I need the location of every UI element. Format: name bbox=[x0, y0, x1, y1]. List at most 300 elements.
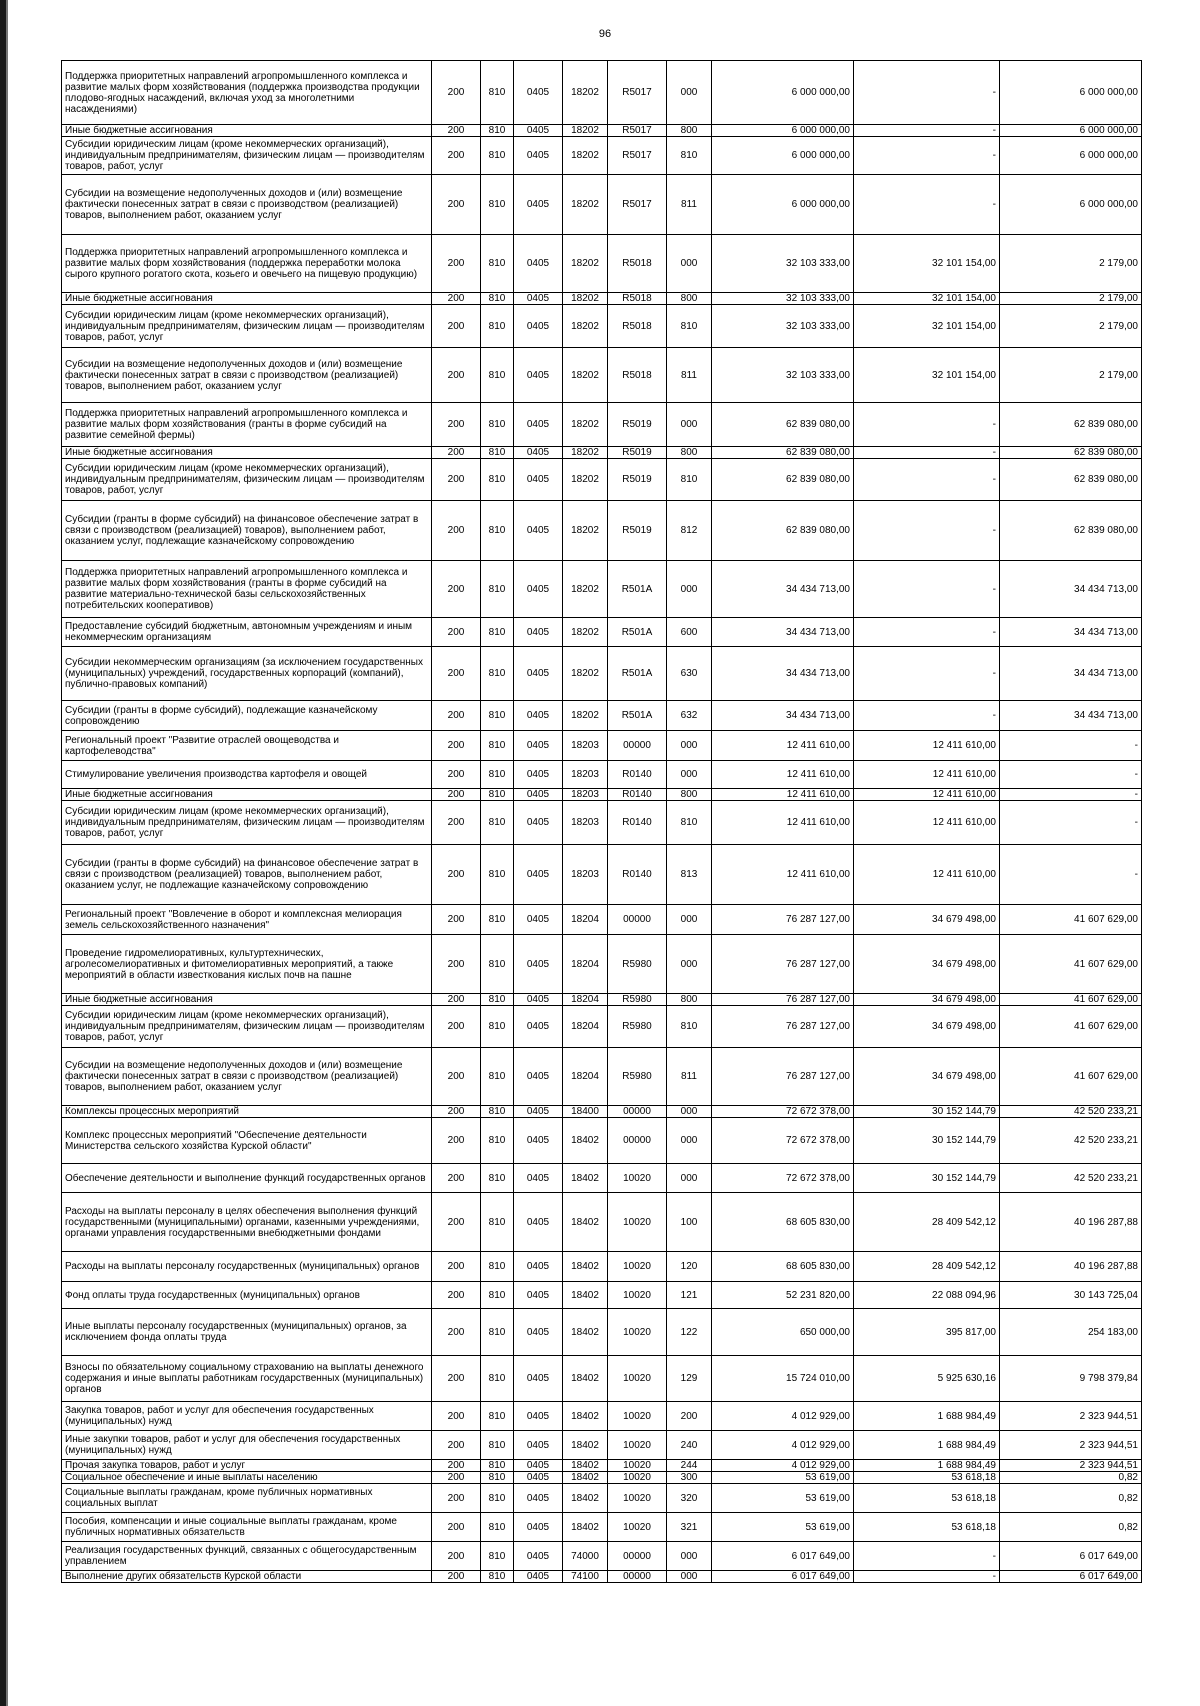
code-expense-type: 810 bbox=[667, 459, 712, 501]
code-section: 810 bbox=[481, 1006, 514, 1048]
code-subsection: 0405 bbox=[514, 789, 563, 801]
value-3: 62 839 080,00 bbox=[1000, 447, 1142, 459]
code-section: 810 bbox=[481, 403, 514, 447]
code-program: 74100 bbox=[563, 1571, 608, 1583]
code-program: 18202 bbox=[563, 701, 608, 731]
code-ministry: 200 bbox=[432, 1193, 481, 1252]
row-name: Субсидии (гранты в форме субсидий) на финансовое обеспечение затрат в связи с производством (реализацией) товаров), выполнением работ, оказанием услуг, подлежащие казначейскому сопровождению bbox=[62, 501, 432, 561]
code-section: 810 bbox=[481, 1513, 514, 1542]
value-3: 254 183,00 bbox=[1000, 1309, 1142, 1356]
value-2: 34 679 498,00 bbox=[854, 935, 1000, 994]
value-3: 6 000 000,00 bbox=[1000, 175, 1142, 235]
code-ministry: 200 bbox=[432, 1513, 481, 1542]
code-direction: R5017 bbox=[608, 125, 667, 137]
code-ministry: 200 bbox=[432, 905, 481, 935]
table-row bbox=[62, 935, 1142, 994]
code-direction: 10020 bbox=[608, 1282, 667, 1309]
value-3: 9 798 379,84 bbox=[1000, 1356, 1142, 1402]
code-ministry: 200 bbox=[432, 459, 481, 501]
value-1: 6 017 649,00 bbox=[712, 1571, 854, 1583]
code-section: 810 bbox=[481, 1309, 514, 1356]
value-1: 12 411 610,00 bbox=[712, 801, 854, 845]
row-name: Прочая закупка товаров, работ и услуг bbox=[62, 1460, 432, 1472]
row-name: Субсидии на возмещение недополученных доходов и (или) возмещение фактически понесенных затрат в связи с производством (реализацией) товаров, выполнением работ, оказанием услуг bbox=[62, 175, 432, 235]
code-subsection: 0405 bbox=[514, 403, 563, 447]
code-subsection: 0405 bbox=[514, 1309, 563, 1356]
table-row bbox=[62, 1164, 1142, 1193]
code-ministry: 200 bbox=[432, 561, 481, 618]
code-section: 810 bbox=[481, 618, 514, 647]
code-ministry: 200 bbox=[432, 1472, 481, 1484]
code-expense-type: 000 bbox=[667, 761, 712, 789]
code-ministry: 200 bbox=[432, 935, 481, 994]
value-2: 12 411 610,00 bbox=[854, 761, 1000, 789]
code-section: 810 bbox=[481, 647, 514, 701]
row-name: Региональный проект "Вовлечение в оборот и комплексная мелиорация земель сельскохозяйственного назначения" bbox=[62, 905, 432, 935]
row-name: Субсидии на возмещение недополученных доходов и (или) возмещение фактически понесенных затрат в связи с производством (реализацией) товаров, выполнением работ, оказанием услуг bbox=[62, 348, 432, 403]
code-direction: 10020 bbox=[608, 1513, 667, 1542]
value-3: 42 520 233,21 bbox=[1000, 1118, 1142, 1164]
code-program: 18402 bbox=[563, 1513, 608, 1542]
code-subsection: 0405 bbox=[514, 1431, 563, 1460]
value-1: 76 287 127,00 bbox=[712, 935, 854, 994]
row-name: Социальные выплаты гражданам, кроме публичных нормативных социальных выплат bbox=[62, 1484, 432, 1513]
row-name: Поддержка приоритетных направлений агропромышленного комплекса и развитие малых форм хозяйствования (гранты в форме субсидий на развитие семейной фермы) bbox=[62, 403, 432, 447]
code-direction: R501A bbox=[608, 701, 667, 731]
value-3: 0,82 bbox=[1000, 1484, 1142, 1513]
code-program: 18402 bbox=[563, 1164, 608, 1193]
table-row bbox=[62, 1282, 1142, 1309]
code-section: 810 bbox=[481, 1048, 514, 1106]
value-3: 2 323 944,51 bbox=[1000, 1402, 1142, 1431]
value-2: 53 618,18 bbox=[854, 1484, 1000, 1513]
row-name: Иные бюджетные ассигнования bbox=[62, 789, 432, 801]
value-2: 32 101 154,00 bbox=[854, 235, 1000, 293]
value-1: 68 605 830,00 bbox=[712, 1193, 854, 1252]
value-2: 34 679 498,00 bbox=[854, 994, 1000, 1006]
code-program: 18402 bbox=[563, 1472, 608, 1484]
value-1: 12 411 610,00 bbox=[712, 731, 854, 761]
row-name: Иные закупки товаров, работ и услуг для обеспечения государственных (муниципальных) нужд bbox=[62, 1431, 432, 1460]
code-expense-type: 120 bbox=[667, 1252, 712, 1282]
table-row bbox=[62, 905, 1142, 935]
code-ministry: 200 bbox=[432, 293, 481, 305]
code-subsection: 0405 bbox=[514, 1356, 563, 1402]
row-name: Иные бюджетные ассигнования bbox=[62, 293, 432, 305]
code-ministry: 200 bbox=[432, 235, 481, 293]
row-name: Фонд оплаты труда государственных (муниципальных) органов bbox=[62, 1282, 432, 1309]
code-direction: 10020 bbox=[608, 1484, 667, 1513]
value-2: 28 409 542,12 bbox=[854, 1252, 1000, 1282]
code-subsection: 0405 bbox=[514, 647, 563, 701]
value-3: 2 179,00 bbox=[1000, 235, 1142, 293]
value-1: 4 012 929,00 bbox=[712, 1402, 854, 1431]
value-2: 32 101 154,00 bbox=[854, 293, 1000, 305]
code-section: 810 bbox=[481, 905, 514, 935]
row-name: Региональный проект "Развитие отраслей овощеводства и картофелеводства" bbox=[62, 731, 432, 761]
code-expense-type: 000 bbox=[667, 731, 712, 761]
value-1: 62 839 080,00 bbox=[712, 501, 854, 561]
code-direction: R501A bbox=[608, 561, 667, 618]
code-expense-type: 000 bbox=[667, 1542, 712, 1571]
row-name: Реализация государственных функций, связанных с общегосударственным управлением bbox=[62, 1542, 432, 1571]
code-section: 810 bbox=[481, 125, 514, 137]
value-1: 53 619,00 bbox=[712, 1472, 854, 1484]
value-1: 52 231 820,00 bbox=[712, 1282, 854, 1309]
code-ministry: 200 bbox=[432, 1164, 481, 1193]
code-section: 810 bbox=[481, 459, 514, 501]
code-program: 18402 bbox=[563, 1193, 608, 1252]
code-program: 18204 bbox=[563, 994, 608, 1006]
value-2: - bbox=[854, 403, 1000, 447]
value-2: - bbox=[854, 459, 1000, 501]
code-program: 18402 bbox=[563, 1356, 608, 1402]
row-name: Иные бюджетные ассигнования bbox=[62, 994, 432, 1006]
table-row bbox=[62, 125, 1142, 137]
table-row bbox=[62, 731, 1142, 761]
value-1: 72 672 378,00 bbox=[712, 1106, 854, 1118]
value-1: 12 411 610,00 bbox=[712, 761, 854, 789]
value-3: 0,82 bbox=[1000, 1472, 1142, 1484]
value-1: 72 672 378,00 bbox=[712, 1164, 854, 1193]
code-program: 18202 bbox=[563, 125, 608, 137]
code-subsection: 0405 bbox=[514, 1048, 563, 1106]
code-program: 18203 bbox=[563, 845, 608, 905]
value-2: - bbox=[854, 137, 1000, 175]
code-section: 810 bbox=[481, 761, 514, 789]
row-name: Субсидии некоммерческим организациям (за исключением государственных (муниципальных) учреждений, государственных корпораций (компаний), публично-правовых компаний) bbox=[62, 647, 432, 701]
value-1: 6 000 000,00 bbox=[712, 175, 854, 235]
code-direction: R0140 bbox=[608, 789, 667, 801]
value-1: 34 434 713,00 bbox=[712, 618, 854, 647]
code-section: 810 bbox=[481, 293, 514, 305]
value-2: 30 152 144,79 bbox=[854, 1106, 1000, 1118]
row-name: Субсидии (гранты в форме субсидий), подлежащие казначейскому сопровождению bbox=[62, 701, 432, 731]
code-subsection: 0405 bbox=[514, 731, 563, 761]
table-row bbox=[62, 1571, 1142, 1583]
code-subsection: 0405 bbox=[514, 561, 563, 618]
code-subsection: 0405 bbox=[514, 905, 563, 935]
row-name: Социальное обеспечение и иные выплаты населению bbox=[62, 1472, 432, 1484]
value-1: 6 017 649,00 bbox=[712, 1542, 854, 1571]
value-3: 2 179,00 bbox=[1000, 305, 1142, 348]
code-direction: R5019 bbox=[608, 501, 667, 561]
code-ministry: 200 bbox=[432, 125, 481, 137]
code-subsection: 0405 bbox=[514, 1252, 563, 1282]
value-3: 6 017 649,00 bbox=[1000, 1542, 1142, 1571]
code-direction: R5019 bbox=[608, 403, 667, 447]
code-ministry: 200 bbox=[432, 1118, 481, 1164]
code-program: 18202 bbox=[563, 459, 608, 501]
code-section: 810 bbox=[481, 1282, 514, 1309]
code-expense-type: 000 bbox=[667, 1106, 712, 1118]
code-direction: R5980 bbox=[608, 1006, 667, 1048]
value-1: 34 434 713,00 bbox=[712, 647, 854, 701]
table-row bbox=[62, 1252, 1142, 1282]
code-ministry: 200 bbox=[432, 305, 481, 348]
code-expense-type: 811 bbox=[667, 175, 712, 235]
row-name: Комплекс процессных мероприятий "Обеспечение деятельности Министерства сельского хозяйства Курской области" bbox=[62, 1118, 432, 1164]
code-section: 810 bbox=[481, 994, 514, 1006]
code-ministry: 200 bbox=[432, 1484, 481, 1513]
code-direction: R0140 bbox=[608, 761, 667, 789]
value-2: - bbox=[854, 561, 1000, 618]
table-row bbox=[62, 761, 1142, 789]
code-ministry: 200 bbox=[432, 1431, 481, 1460]
value-2: 12 411 610,00 bbox=[854, 789, 1000, 801]
value-1: 53 619,00 bbox=[712, 1513, 854, 1542]
value-1: 4 012 929,00 bbox=[712, 1460, 854, 1472]
value-1: 68 605 830,00 bbox=[712, 1252, 854, 1282]
code-subsection: 0405 bbox=[514, 1006, 563, 1048]
code-subsection: 0405 bbox=[514, 1164, 563, 1193]
code-section: 810 bbox=[481, 561, 514, 618]
value-3: 0,82 bbox=[1000, 1513, 1142, 1542]
code-ministry: 200 bbox=[432, 1460, 481, 1472]
code-ministry: 200 bbox=[432, 994, 481, 1006]
code-section: 810 bbox=[481, 935, 514, 994]
code-expense-type: 810 bbox=[667, 137, 712, 175]
value-1: 76 287 127,00 bbox=[712, 994, 854, 1006]
table-row bbox=[62, 1006, 1142, 1048]
code-section: 810 bbox=[481, 1431, 514, 1460]
value-1: 32 103 333,00 bbox=[712, 305, 854, 348]
code-program: 18202 bbox=[563, 137, 608, 175]
value-3: 34 434 713,00 bbox=[1000, 647, 1142, 701]
value-1: 76 287 127,00 bbox=[712, 1048, 854, 1106]
code-expense-type: 000 bbox=[667, 235, 712, 293]
value-1: 12 411 610,00 bbox=[712, 845, 854, 905]
code-subsection: 0405 bbox=[514, 1484, 563, 1513]
table-row bbox=[62, 1309, 1142, 1356]
value-2: - bbox=[854, 61, 1000, 125]
value-2: 12 411 610,00 bbox=[854, 845, 1000, 905]
table-row bbox=[62, 561, 1142, 618]
value-2: - bbox=[854, 618, 1000, 647]
table-row bbox=[62, 845, 1142, 905]
value-2: 28 409 542,12 bbox=[854, 1193, 1000, 1252]
value-3: 34 434 713,00 bbox=[1000, 618, 1142, 647]
code-expense-type: 811 bbox=[667, 1048, 712, 1106]
code-subsection: 0405 bbox=[514, 1402, 563, 1431]
value-1: 34 434 713,00 bbox=[712, 701, 854, 731]
value-3: 42 520 233,21 bbox=[1000, 1106, 1142, 1118]
code-program: 18204 bbox=[563, 905, 608, 935]
code-expense-type: 600 bbox=[667, 618, 712, 647]
table-row bbox=[62, 1048, 1142, 1106]
code-section: 810 bbox=[481, 305, 514, 348]
value-1: 650 000,00 bbox=[712, 1309, 854, 1356]
code-program: 18202 bbox=[563, 561, 608, 618]
value-3: 40 196 287,88 bbox=[1000, 1252, 1142, 1282]
code-expense-type: 122 bbox=[667, 1309, 712, 1356]
row-name: Взносы по обязательному социальному страхованию на выплаты денежного содержания и иные выплаты работникам государственных (муниципальных) органов bbox=[62, 1356, 432, 1402]
table-row bbox=[62, 459, 1142, 501]
code-direction: 10020 bbox=[608, 1356, 667, 1402]
table-row bbox=[62, 305, 1142, 348]
code-subsection: 0405 bbox=[514, 459, 563, 501]
code-subsection: 0405 bbox=[514, 447, 563, 459]
code-expense-type: 121 bbox=[667, 1282, 712, 1309]
code-program: 18204 bbox=[563, 935, 608, 994]
code-subsection: 0405 bbox=[514, 348, 563, 403]
table-row bbox=[62, 1513, 1142, 1542]
code-program: 18203 bbox=[563, 731, 608, 761]
code-section: 810 bbox=[481, 1402, 514, 1431]
code-ministry: 200 bbox=[432, 1006, 481, 1048]
code-direction: R501A bbox=[608, 647, 667, 701]
code-section: 810 bbox=[481, 1193, 514, 1252]
code-direction: 10020 bbox=[608, 1193, 667, 1252]
value-2: 34 679 498,00 bbox=[854, 905, 1000, 935]
code-program: 18402 bbox=[563, 1309, 608, 1356]
code-section: 810 bbox=[481, 701, 514, 731]
row-name: Субсидии юридическим лицам (кроме некоммерческих организаций), индивидуальным предпринимателям, физическим лицам — производителям товаров, работ, услуг bbox=[62, 1006, 432, 1048]
code-section: 810 bbox=[481, 1460, 514, 1472]
code-ministry: 200 bbox=[432, 348, 481, 403]
code-ministry: 200 bbox=[432, 1252, 481, 1282]
table-row bbox=[62, 1460, 1142, 1472]
code-subsection: 0405 bbox=[514, 1118, 563, 1164]
code-ministry: 200 bbox=[432, 789, 481, 801]
value-3: - bbox=[1000, 845, 1142, 905]
value-3: 6 000 000,00 bbox=[1000, 137, 1142, 175]
code-expense-type: 632 bbox=[667, 701, 712, 731]
code-ministry: 200 bbox=[432, 1309, 481, 1356]
scan-edge-shadow bbox=[6, 0, 8, 1706]
value-3: 2 179,00 bbox=[1000, 348, 1142, 403]
value-3: 6 000 000,00 bbox=[1000, 125, 1142, 137]
code-expense-type: 129 bbox=[667, 1356, 712, 1402]
table-row bbox=[62, 1356, 1142, 1402]
code-section: 810 bbox=[481, 1118, 514, 1164]
value-2: 1 688 984,49 bbox=[854, 1431, 1000, 1460]
row-name: Поддержка приоритетных направлений агропромышленного комплекса и развитие малых форм хозяйствования (поддержка производства продукции плодово-ягодных насаждений, включая уход за многолетними насаждениями) bbox=[62, 61, 432, 125]
code-direction: R5019 bbox=[608, 459, 667, 501]
page-number: 96 bbox=[598, 28, 612, 40]
table-row bbox=[62, 1431, 1142, 1460]
row-name: Субсидии юридическим лицам (кроме некоммерческих организаций), индивидуальным предпринимателям, физическим лицам — производителям товаров, работ, услуг bbox=[62, 137, 432, 175]
value-3: 62 839 080,00 bbox=[1000, 403, 1142, 447]
code-ministry: 200 bbox=[432, 175, 481, 235]
code-expense-type: 321 bbox=[667, 1513, 712, 1542]
value-2: - bbox=[854, 447, 1000, 459]
row-name: Предоставление субсидий бюджетным, автономным учреждениям и иным некоммерческим организациям bbox=[62, 618, 432, 647]
code-section: 810 bbox=[481, 731, 514, 761]
value-3: 62 839 080,00 bbox=[1000, 501, 1142, 561]
code-direction: 10020 bbox=[608, 1164, 667, 1193]
code-subsection: 0405 bbox=[514, 501, 563, 561]
table-row bbox=[62, 235, 1142, 293]
table-row bbox=[62, 175, 1142, 235]
code-direction: R5017 bbox=[608, 137, 667, 175]
value-2: 30 152 144,79 bbox=[854, 1118, 1000, 1164]
row-name: Проведение гидромелиоративных, культуртехнических, агролесомелиоративных и фитомелиоративных мероприятий, а также мероприятий в области известкования кислых почв на пашне bbox=[62, 935, 432, 994]
value-2: 30 152 144,79 bbox=[854, 1164, 1000, 1193]
code-expense-type: 000 bbox=[667, 1164, 712, 1193]
code-expense-type: 100 bbox=[667, 1193, 712, 1252]
table-row bbox=[62, 1193, 1142, 1252]
value-3: 41 607 629,00 bbox=[1000, 1048, 1142, 1106]
code-section: 810 bbox=[481, 175, 514, 235]
value-1: 32 103 333,00 bbox=[712, 348, 854, 403]
code-direction: R5019 bbox=[608, 447, 667, 459]
value-2: 1 688 984,49 bbox=[854, 1460, 1000, 1472]
row-name: Расходы на выплаты персоналу государственных (муниципальных) органов bbox=[62, 1252, 432, 1282]
code-section: 810 bbox=[481, 845, 514, 905]
code-ministry: 200 bbox=[432, 1048, 481, 1106]
code-program: 18202 bbox=[563, 501, 608, 561]
value-2: 12 411 610,00 bbox=[854, 731, 1000, 761]
code-program: 18202 bbox=[563, 175, 608, 235]
code-program: 18402 bbox=[563, 1402, 608, 1431]
code-subsection: 0405 bbox=[514, 761, 563, 789]
table-row bbox=[62, 801, 1142, 845]
value-1: 32 103 333,00 bbox=[712, 293, 854, 305]
code-direction: 00000 bbox=[608, 1542, 667, 1571]
table-row bbox=[62, 647, 1142, 701]
code-section: 810 bbox=[481, 447, 514, 459]
code-ministry: 200 bbox=[432, 501, 481, 561]
code-subsection: 0405 bbox=[514, 801, 563, 845]
code-ministry: 200 bbox=[432, 447, 481, 459]
value-3: 34 434 713,00 bbox=[1000, 701, 1142, 731]
value-3: 2 323 944,51 bbox=[1000, 1431, 1142, 1460]
table-row bbox=[62, 1402, 1142, 1431]
code-subsection: 0405 bbox=[514, 994, 563, 1006]
value-1: 62 839 080,00 bbox=[712, 403, 854, 447]
code-direction: 00000 bbox=[608, 1571, 667, 1583]
code-section: 810 bbox=[481, 1356, 514, 1402]
table-row bbox=[62, 1484, 1142, 1513]
code-expense-type: 200 bbox=[667, 1402, 712, 1431]
value-1: 12 411 610,00 bbox=[712, 789, 854, 801]
code-section: 810 bbox=[481, 1252, 514, 1282]
code-expense-type: 300 bbox=[667, 1472, 712, 1484]
code-program: 18202 bbox=[563, 305, 608, 348]
code-direction: R0140 bbox=[608, 801, 667, 845]
code-expense-type: 800 bbox=[667, 789, 712, 801]
code-ministry: 200 bbox=[432, 137, 481, 175]
row-name: Иные бюджетные ассигнования bbox=[62, 447, 432, 459]
code-program: 18202 bbox=[563, 348, 608, 403]
table-row bbox=[62, 789, 1142, 801]
value-2: 22 088 094,96 bbox=[854, 1282, 1000, 1309]
code-subsection: 0405 bbox=[514, 1513, 563, 1542]
value-1: 6 000 000,00 bbox=[712, 125, 854, 137]
code-program: 18203 bbox=[563, 761, 608, 789]
value-2: 34 679 498,00 bbox=[854, 1006, 1000, 1048]
row-name: Субсидии на возмещение недополученных доходов и (или) возмещение фактически понесенных затрат в связи с производством (реализацией) товаров, выполнением работ, оказанием услуг bbox=[62, 1048, 432, 1106]
code-subsection: 0405 bbox=[514, 293, 563, 305]
code-program: 18402 bbox=[563, 1484, 608, 1513]
value-3: - bbox=[1000, 789, 1142, 801]
code-program: 18402 bbox=[563, 1252, 608, 1282]
code-ministry: 200 bbox=[432, 1402, 481, 1431]
code-program: 18402 bbox=[563, 1460, 608, 1472]
budget-table-body bbox=[62, 61, 1142, 1583]
code-expense-type: 800 bbox=[667, 447, 712, 459]
code-direction: R5980 bbox=[608, 994, 667, 1006]
row-name: Выполнение других обязательств Курской области bbox=[62, 1571, 432, 1583]
code-subsection: 0405 bbox=[514, 305, 563, 348]
code-expense-type: 244 bbox=[667, 1460, 712, 1472]
code-expense-type: 000 bbox=[667, 561, 712, 618]
value-2: - bbox=[854, 125, 1000, 137]
code-section: 810 bbox=[481, 137, 514, 175]
code-direction: 10020 bbox=[608, 1472, 667, 1484]
value-3: 41 607 629,00 bbox=[1000, 994, 1142, 1006]
